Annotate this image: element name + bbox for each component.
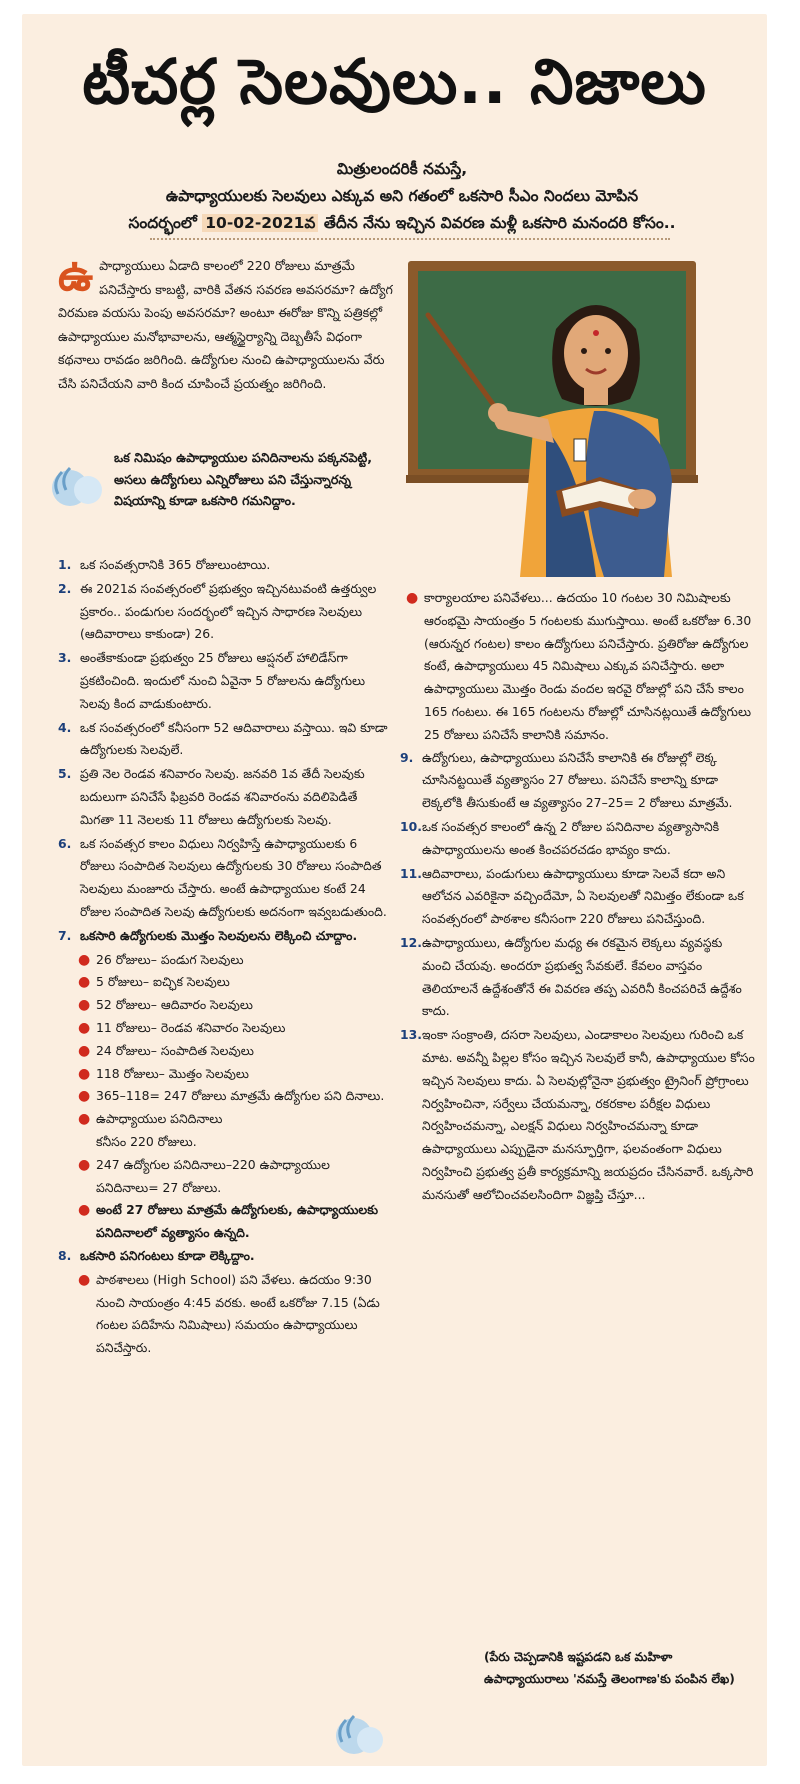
headline: టీచర్ల సెలవులు.. నిజాలు — [82, 45, 707, 118]
bullet-text: పాఠశాలలు (High School) పని వేళలు. ఉదయం 9:30 నుంచి సాయంత్రం 4:45 వరకు. అంటే ఒకరోజు 7.15 (ఏడు గంటల పదిహేను నిమిషాలు) సమయం ఉపాధ్యాయులు పనిచేస్తారు. — [96, 1271, 380, 1356]
item-number: 12. — [400, 934, 422, 950]
item-number: 11. — [400, 865, 422, 881]
bullet-item — [58, 1269, 388, 1360]
bullet-dot: ● — [78, 1271, 91, 1288]
bullet-dot: ● — [78, 1156, 91, 1173]
bullet-dot: ● — [78, 1111, 91, 1128]
column-left — [58, 554, 388, 1360]
item-text: ఒకసారి ఉద్యోగులకు మొత్తం సెలవులను లెక్కించి చూద్దాం. — [80, 927, 358, 943]
item-text: ఒక సంవత్సర కాలం విధులు నిర్వహిస్తే ఉపాధ్యాయులకు 6 రోజులు సంపాదిత సెలవులు ఉద్యోగులకు 30 రోజులు సంపాదిత సెలవులు మంజూరు చేస్తారు. అంటే ఉపాధ్యాయుల కంటే 24 రోజుల సంపాదిత సెలవు ఉద్యోగులకు అదనంగా ఇవ్వబడుతుంది. — [80, 835, 387, 919]
list-item — [58, 717, 388, 763]
bullet-subtext: కనీసం 220 రోజులు. — [96, 1133, 197, 1149]
bullet-text: కార్యాలయాల పనివేళలు... ఉదయం 10 గంటల 30 నిమిషాలకు ఆరంభమై సాయంత్రం 5 గంటలకు ముగుస్తాయి. అంటే ఒకరోజు 6.30 (ఆరున్నర గంటల) కాలం ఉద్యోగులు పనిచేస్తారు. ప్రతిరోజు ఉద్యోగుల కంటే, ఉపాధ్యాయులు 45 నిమిషాలు ఎక్కువ పనిచేస్తారు. అలా ఉపాధ్యాయులు మొత్తం రెండు వందల ఇరవై రోజుల్లో పని చేసే కాలం 165 గంటలు. ఈ 165 గంటలను రోజుల్లో చూసినట్లయితే ఉద్యోగులు 25 రోజులు పనిచేసే కాలానికి సమానం. — [424, 590, 752, 742]
item-text: ఒకసారి పనిగంటలు కూడా లెక్కిద్దాం. — [80, 1247, 255, 1263]
bullet-item — [58, 1085, 388, 1108]
column-right — [400, 587, 755, 1208]
item-text: ఒక సంవత్సరంలో కనీసంగా 52 ఆదివారాలు వస్తాయి. ఇవి కూడా ఉద్యోగులకు సెలవులే. — [80, 719, 388, 758]
bullet-text: 118 రోజులు– మొత్తం సెలవులు — [96, 1065, 249, 1081]
item-text: ఆదివారాలు, పండుగులు ఉపాధ్యాయులు కూడా సెలవే కదా అని ఆలోచన ఎవరికైనా వచ్చిందేమో, ఏ సెలవులతో నిమిత్తం లేకుండా ఒక సంవత్సరంలో పాఠశాల కనీసంగా 220 రోజులు పనిచేస్తుంది. — [422, 865, 744, 927]
intro-pre: సందర్భంలో — [128, 214, 197, 232]
list-item — [58, 925, 388, 948]
item-text: అంతేకాకుండా ప్రభుత్వం 25 రోజులు ఆప్షనల్ హాలిడేస్‌గా ప్రకటించింది. ఇందులో నుంచి ఏవైనా 5 రోజులను ఉద్యోగులు సెలవు కింద వాడుకుంటారు. — [80, 650, 366, 711]
dropcap: ఉ — [58, 250, 94, 301]
bullet-text: ఉపాధ్యాయుల పనిదినాలు — [96, 1111, 223, 1127]
intro-date: 10-02-2021వ — [202, 214, 318, 232]
item-number: 4. — [58, 719, 72, 735]
bullet-text: 247 ఉద్యోగుల పనిదినాలు–220 ఉపాధ్యాయుల పనిదినాలు= 27 రోజులు. — [96, 1156, 330, 1195]
item-number: 9. — [400, 749, 414, 765]
list-item — [400, 863, 755, 931]
bullet-item — [58, 949, 388, 972]
bullet-dot: ● — [78, 997, 91, 1014]
bullet-dot: ● — [78, 974, 91, 991]
intro-line-date — [52, 210, 752, 237]
bullet-item — [58, 1108, 388, 1131]
list-item — [400, 1024, 755, 1206]
item-number: 1. — [58, 557, 72, 572]
list-item — [58, 647, 388, 715]
item-number: 13. — [400, 1027, 422, 1043]
item-text: ఈ 2021వ సంవత్సరంలో ప్రభుత్వం ఇచ్చినటువంటి ఉత్తర్వుల ప్రకారం.. పండుగుల సందర్భంలో ఇచ్చిన సాధారణ సెలవులు (ఆదివారాలు కాకుండా) 26. — [80, 580, 377, 642]
lead-text: పాధ్యాయులు ఏడాది కాలంలో 220 రోజులు మాత్రమే పనిచేస్తారు కాబట్టి, వారికి వేతన సవరణ అవసరమా? ఉద్యోగ విరమణ వయసు పెంపు అవసరమా? అంటూ ఈరోజు కొన్ని పత్రికల్లో ఉపాధ్యాయుల మనోభావాలను, ఆత్మస్థైర్యాన్ని దెబ్బతీసే విధంగా కథనాలు రావడం జరిగింది. ఉద్యోగుల నుంచి ఉపాధ్యాయులను వేరు చేసి పనిచేయని వారి కింద చూపించే ప్రయత్నం జరిగింది. — [58, 258, 393, 391]
item-number: 2. — [58, 580, 72, 596]
quote-icon — [330, 1702, 390, 1762]
list-item — [400, 816, 755, 862]
bullet-item — [58, 971, 388, 994]
intro-post: తేదీన నేను ఇచ్చిన వివరణ మళ్లీ ఒకసారి మనందరి కోసం.. — [323, 214, 676, 232]
list-item — [58, 833, 388, 924]
bullet-item — [58, 994, 388, 1017]
intro-line: ఉపాధ్యాయులకు సెలవులు ఎక్కువ అని గతంలో ఒకసారి సీఎం నిందలు మోపిన — [165, 187, 639, 205]
newspaper-page — [22, 14, 767, 1766]
item-text: ఇంకా సంక్రాంతి, దసరా సెలవులు, ఎండాకాలం సెలవులు గురించి ఒక మాట. అవన్నీ పిల్లల కోసం ఇచ్చిన సెలవులే కానీ, ఉపాధ్యాయుల కోసం ఇచ్చిన సెలవులు కాదు. ఏ సెలవుల్లోనైనా ప్రభుత్వం ట్రైనింగ్ ప్రోగ్రాంలు నిర్వహించినా, సర్వేలు చేయమన్నా, రకరకాల పరీక్షల విధులు నిర్వహించమన్నా, ఎలక్షన్ విధులు నిర్వహించమన్నా కూడా ఉపాధ్యాయులు ఎప్పుడైనా మనస్ఫూర్తిగా, ఫలవంతంగా విధులు నిర్వహించి ప్రభుత్వ ప్రతీ కార్యక్రమాన్ని జయప్రదం చేసినవారే. ఒక్కసారి మనసుతో ఆలోచించవలసిందిగా విజ్ఞప్తి చేస్తూ... — [422, 1027, 755, 1202]
bullet-item — [58, 1063, 388, 1086]
bullet-dot: ● — [78, 1202, 91, 1219]
bullet-item — [58, 1017, 388, 1040]
item-number: 6. — [58, 835, 72, 851]
item-text: ఒక సంవత్సర కాలంలో ఉన్న 2 రోజుల పనిదినాల వ్యత్యాసానికి ఉపాధ్యాయులను అంత కించపరచడం భావ్యం కాదు. — [422, 818, 720, 857]
item-text: ప్రతి నెల రెండవ శనివారం సెలవు. జనవరి 1వ తేదీ సెలవుకు బదులుగా పనిచేసే ఫిబ్రవరి రెండవ శనివారంను వదిలిపెడితే మిగతా 11 నెలలకు 11 రోజులు ఉద్యోగులకు సెలవు. — [80, 766, 365, 827]
bullet-text: 26 రోజులు– పండుగ సెలవులు — [96, 951, 244, 967]
item-number: 7. — [58, 927, 72, 943]
divider — [150, 238, 670, 240]
bullet-dot: ● — [78, 1019, 91, 1036]
list-item — [58, 763, 388, 831]
list-item — [58, 554, 388, 577]
bullet-item — [400, 587, 755, 747]
list-item — [58, 1245, 388, 1268]
bullet-dot: ● — [78, 1065, 91, 1082]
bullet-dot: ● — [78, 951, 91, 968]
bullet-text: 52 రోజులు– ఆదివారం సెలవులు — [96, 997, 253, 1013]
item-number: 3. — [58, 650, 72, 666]
bullet-text: 24 రోజులు– సంపాదిత సెలవులు — [96, 1042, 254, 1058]
bullet-dot: ● — [78, 1042, 91, 1059]
list-item — [58, 578, 388, 646]
item-text: ఉపాధ్యాయులు, ఉద్యోగుల మధ్య ఈ రకమైన లెక్కలు వ్యవస్థకు మంచి చేయవు. అందరూ ప్రభుత్వ సేవకులే. కేవలం వాస్తవం తెలియాలనే ఉద్దేశంతోనే ఈ వివరణ తప్ప ఎవరినీ కించపరిచే ఉద్దేశం కాదు. — [422, 934, 742, 1019]
item-number: 5. — [58, 766, 72, 782]
bullet-item — [58, 1040, 388, 1063]
item-number: 10. — [400, 818, 422, 834]
bullet-item — [58, 1154, 388, 1200]
list-item — [400, 747, 755, 815]
bullet-dot: ● — [406, 590, 419, 606]
teacher-illustration — [406, 259, 751, 577]
item-number: 8. — [58, 1247, 72, 1263]
item-text: ఉద్యోగులు, ఉపాధ్యాయులు పనిచేసే కాలానికి ఈ రోజుల్లో లెక్క చూసినట్టయితే వ్యత్యాసం 27 రోజులు. పనిచేసే కాలాన్ని కూడా లెక్కలోకి తీసుకుంటే ఆ వ్యత్యాసం 27–25= 2 రోజులు మాత్రమే. — [422, 749, 733, 811]
item-text: ఒక సంవత్సరానికి 365 రోజులుంటాయి. — [80, 557, 271, 572]
lead-paragraph — [58, 250, 398, 395]
quote-icon — [48, 454, 108, 514]
bullet-item — [58, 1199, 388, 1245]
bullet-text: 365–118= 247 రోజులు మాత్రమే ఉద్యోగుల పని దినాలు. — [96, 1088, 385, 1104]
bullet-text: 11 రోజులు– రెండవ శనివారం సెలవులు — [96, 1019, 286, 1035]
list-item — [400, 932, 755, 1023]
bullet-dot: ● — [78, 1088, 91, 1105]
intro-greeting: మిత్రులందరికీ నమస్తే, — [336, 160, 468, 178]
bullet-text: 5 రోజులు– ఐచ్ఛిక సెలవులు — [96, 974, 230, 990]
pull-quote: ఒక నిమిషం ఉపాధ్యాయుల పనిదినాలను పక్కనపెట్టి, అసలు ఉద్యోగులు ఎన్నిరోజులు పని చేస్తున్నారన్న విషయాన్ని కూడా ఒకసారి గమనిద్దాం. — [114, 450, 373, 508]
intro — [52, 156, 752, 237]
bullet-text: అంటే 27 రోజులు మాత్రమే ఉద్యోగులకు, ఉపాధ్యాయులకు పనిదినాలలో వ్యత్యాసం ఉన్నది. — [96, 1202, 378, 1241]
signature-note: (పేరు చెప్పడానికి ఇష్టపడని ఒక మహిళా ఉపాధ్యాయురాలు 'నమస్తే తెలంగాణ'కు పంపిన లేఖ) — [484, 1650, 735, 1686]
